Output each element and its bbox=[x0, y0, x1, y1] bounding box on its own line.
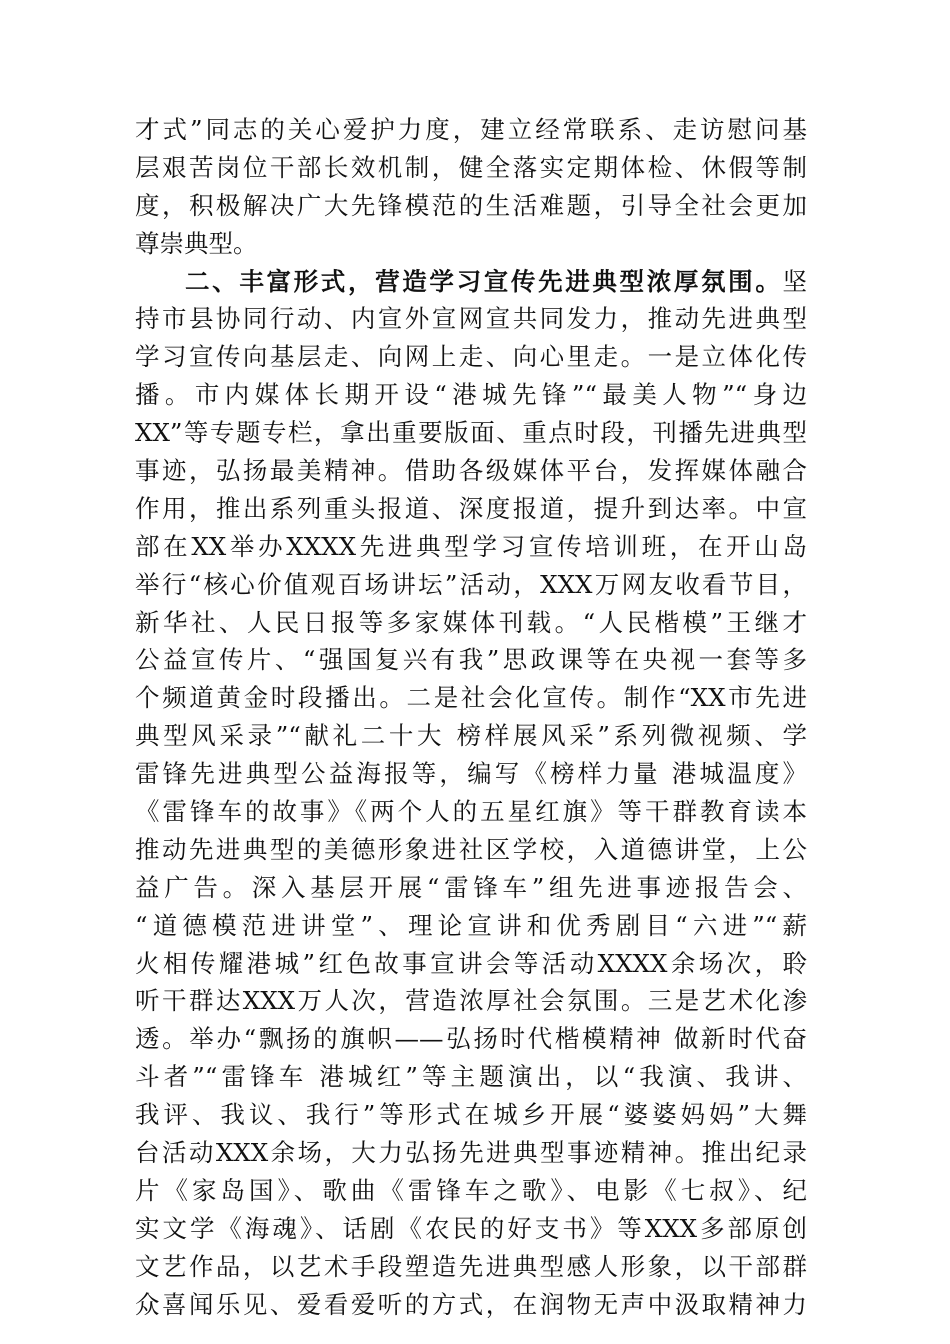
text-line: 才式”同志的关心爱护力度，建立经常联系、走访慰问基 bbox=[135, 115, 807, 144]
text-line: 推动先进典型的美德形象进社区学校，入道德讲堂，上公 bbox=[135, 834, 807, 864]
text-line: 持市县协同行动、内宣外宣网宣共同发力，推动先进典型 bbox=[135, 304, 807, 334]
text-line: 学习宣传向基层走、向网上走、向心里走。一是立体化传 bbox=[135, 342, 807, 372]
text-line: 《雷锋车的故事》《两个人的五星红旗》等干群教育读本 bbox=[135, 797, 807, 827]
text-line: “道德模范进讲堂”、理论宣讲和优秀剧目“六进”“薪 bbox=[135, 910, 807, 940]
text-line: 公益宣传片、“强国复兴有我”思政课等在央视一套等多 bbox=[135, 645, 807, 675]
section-heading: 二、丰富形式，营造学习宣传先进典型浓厚氛围。 bbox=[185, 266, 783, 296]
body-text bbox=[135, 111, 807, 1324]
text-line: 片《家岛国》、歌曲《雷锋车之歌》、电影《七叔》、纪 bbox=[135, 1175, 807, 1205]
text-line: 新华社、人民日报等多家媒体刊载。“人民楷模”王继才 bbox=[135, 607, 807, 637]
text-line: 事迹，弘扬最美精神。借助各级媒体平台，发挥媒体融合 bbox=[135, 456, 807, 486]
text-line: 我评、我议、我行”等形式在城乡开展“婆婆妈妈”大舞 bbox=[135, 1100, 807, 1130]
text-line: 听干群达XXX万人次，营造浓厚社会氛围。三是艺术化渗 bbox=[135, 986, 807, 1016]
heading-continuation: 坚 bbox=[782, 266, 807, 296]
text-line: 播。市内媒体长期开设“港城先锋”“最美人物”“身边 bbox=[135, 380, 807, 410]
section-heading-line bbox=[135, 263, 807, 301]
text-line: 火相传耀港城”红色故事宣讲会等活动XXXX余场次，聆 bbox=[135, 948, 807, 978]
text-line: 尊崇典型。 bbox=[135, 228, 258, 258]
text-line: 透。举办“飘扬的旗帜——弘扬时代楷模精神 做新时代奋 bbox=[135, 1024, 807, 1054]
text-line: 部在XX举办XXXX先进典型学习宣传培训班，在开山岛 bbox=[135, 531, 807, 561]
text-line: 益广告。深入基层开展“雷锋车”组先进事迹报告会、 bbox=[135, 872, 807, 902]
text-line: 作用，推出系列重头报道、深度报道，提升到达率。中宣 bbox=[135, 493, 807, 523]
text-line: 度，积极解决广大先锋模范的生活难题，引导全社会更加 bbox=[135, 190, 807, 220]
text-line: XX”等专题专栏，拿出重要版面、重点时段，刊播先进典型 bbox=[135, 418, 807, 448]
text-line: 个频道黄金时段播出。二是社会化宣传。制作“XX市先进 bbox=[135, 683, 807, 713]
text-line: 众喜闻乐见、爱看爱听的方式，在润物无声中汲取精神力 bbox=[135, 1289, 807, 1319]
text-line: 斗者”“雷锋车 港城红”等主题演出，以“我演、我讲、 bbox=[135, 1062, 807, 1092]
text-line: 文艺作品，以艺术手段塑造先进典型感人形象，以干部群 bbox=[135, 1251, 807, 1281]
text-line: 实文学《海魂》、话剧《农民的好支书》等XXX多部原创 bbox=[135, 1213, 807, 1243]
text-line: 雷锋先进典型公益海报等，编写《榜样力量 港城温度》 bbox=[135, 759, 807, 789]
text-line: 典型风采录”“献礼二十大 榜样展风采”系列微视频、学 bbox=[135, 721, 807, 751]
text-line: 台活动XXX余场，大力弘扬先进典型事迹精神。推出纪录 bbox=[135, 1138, 807, 1168]
text-line: 层艰苦岗位干部长效机制，健全落实定期体检、休假等制 bbox=[135, 152, 807, 182]
text-line: 举行“核心价值观百场讲坛”活动，XXX万网友收看节目， bbox=[135, 569, 807, 599]
